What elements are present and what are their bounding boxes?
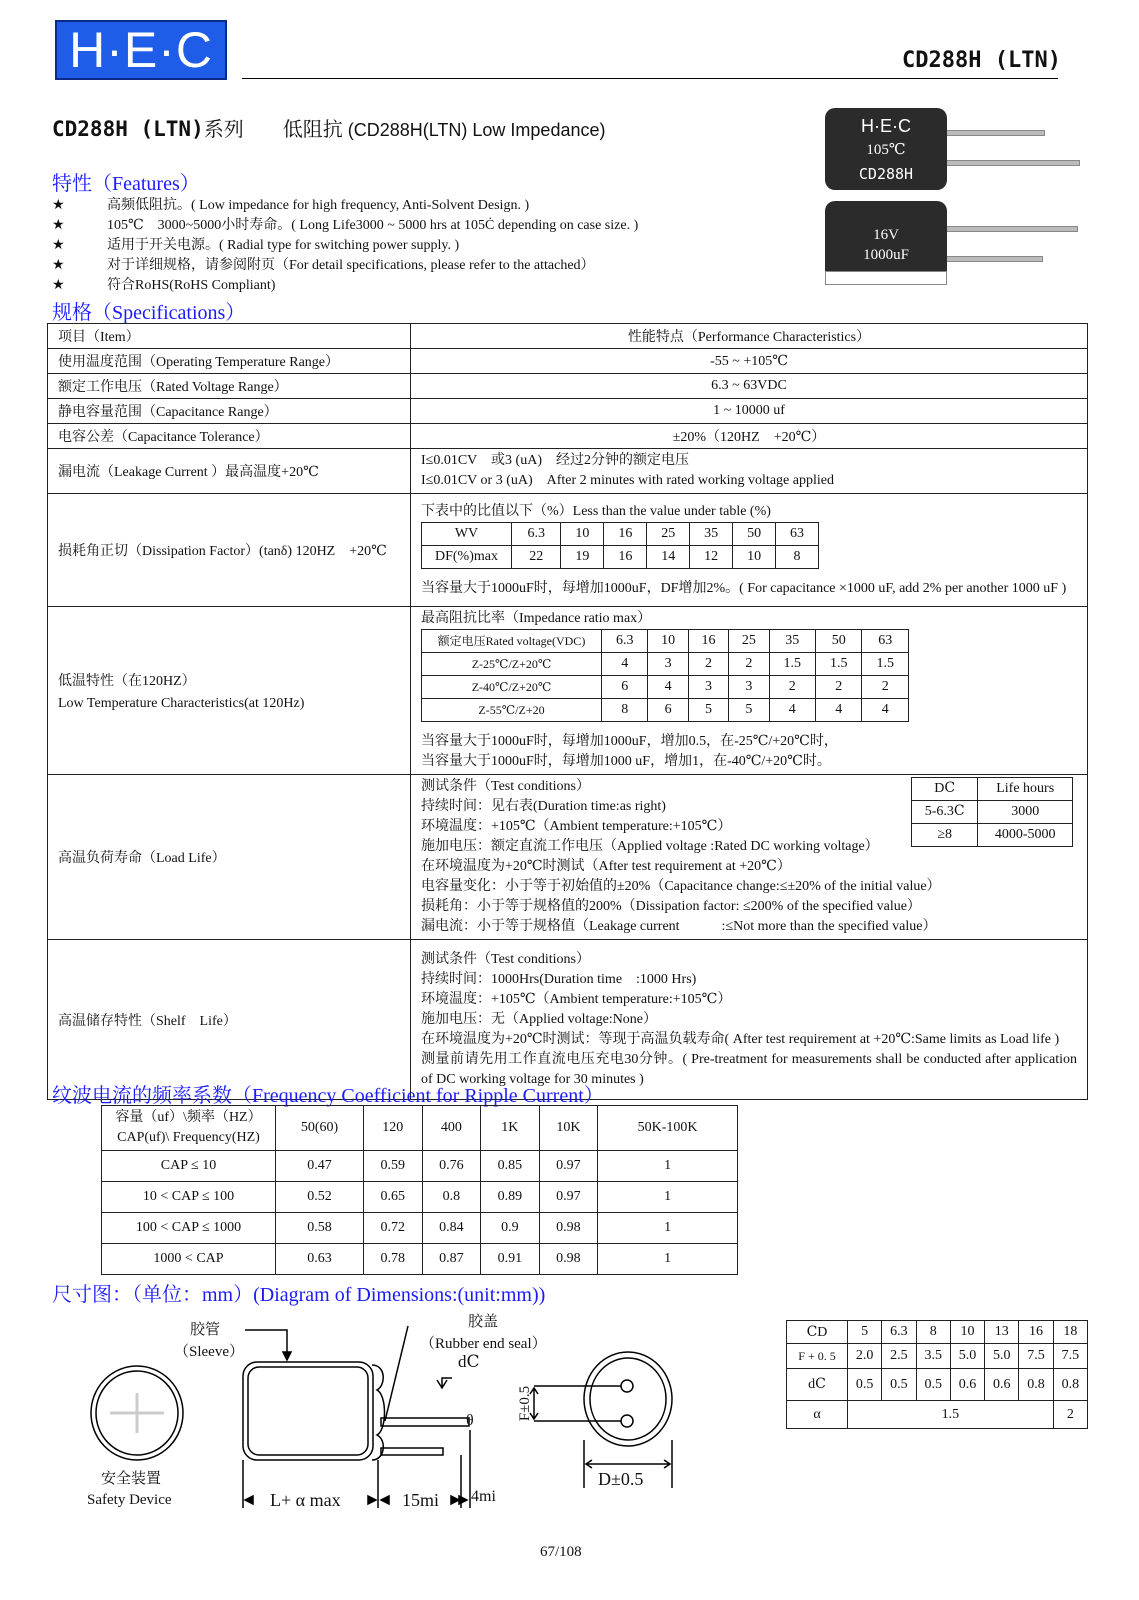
text: 测试条件（Test conditions） (421, 951, 590, 967)
table-cell: 14 (647, 545, 690, 568)
text: 容量（uf）\频率（HZ） (115, 1110, 262, 1125)
table-cell: 16 (1019, 1321, 1053, 1344)
table-cell: 22 (512, 545, 561, 568)
table-cell: 50 (816, 630, 862, 653)
text: 105℃ 3000~5000小时寿命。( Long Life3000 ~ 5000 hrs at 105Ċ depending on case size. ) (107, 218, 639, 233)
table-cell: 2 (729, 653, 769, 676)
table-cell: WV (422, 522, 512, 545)
table-cell: 3.5 (916, 1344, 950, 1369)
table-cell: 3000 (978, 801, 1073, 824)
table-cell: 高温储存特性（Shelf Life） (48, 940, 411, 1100)
table-cell: 19 (561, 545, 604, 568)
table-cell: 损耗角正切（Dissipation Factor）(tanδ) 120HZ +20℃ (48, 494, 411, 607)
table-cell: DⅭ (912, 778, 978, 801)
text: 环境温度：+105℃（Ambient temperature:+105℃） (421, 819, 732, 834)
table-cell: -55 ~ +105℃ (411, 349, 1088, 374)
table-cell: 4 (602, 653, 648, 676)
table-cell: 4 (816, 699, 862, 722)
table-cell: Z-40℃/Z+20℃ (422, 676, 602, 699)
table-row (787, 1321, 1088, 1344)
text: 持续时间：1000Hrs(Duration time :1000 Hrs) (421, 971, 697, 987)
text: 最高阻抗比率（Impedance ratio max） (421, 611, 652, 626)
table-cell: 1 (598, 1213, 738, 1244)
table-cell: 35 (690, 522, 733, 545)
text: 对于详细规格，请参阅附页（For detail specifications, please refer to the attached） (107, 258, 595, 273)
table-cell: Z-25℃/Z+20℃ (422, 653, 602, 676)
table-cell: 8 (916, 1321, 950, 1344)
table-cell: 10 < CAP ≤ 100 (102, 1182, 276, 1213)
table-cell: ⅭD (787, 1321, 848, 1344)
table-cell: ±20%（120HZ +20℃） (411, 424, 1088, 449)
table-cell: 0.5 (848, 1369, 882, 1401)
pitch-label: F±0.5 (517, 1385, 534, 1422)
text: 低温特性（在120HZ） (58, 673, 196, 689)
features-heading: 特性（Features） (52, 173, 200, 195)
sleeve-label-cn: 胶管 (190, 1322, 221, 1338)
text: 损耗角：小于等于规格值的200%（Dissipation factor: ≤200% of the specified value） (421, 899, 921, 914)
table-cell: 电容公差（Capacitance Tolerance） (48, 424, 411, 449)
table-cell: Z-55℃/Z+20 (422, 699, 602, 722)
table-cell: Life hours (978, 778, 1073, 801)
text: 下表中的比值以下（%）Less than the value under table (%) (421, 503, 771, 519)
table-cell: 0.85 (481, 1151, 540, 1182)
text: 当容量大于1000uF时，每增加1000uF，增加0.5，在-25℃/+20℃时， (421, 734, 838, 749)
text: 高频低阻抗。( Low impedance for high frequency, Anti-Solvent Design. ) (107, 198, 530, 213)
feature-item: ★ 高频低阻抗。( Low impedance for high frequency, Anti-Solvent Design. ) (52, 196, 638, 216)
table-cell: 5.0 (950, 1344, 984, 1369)
table-cell: 0.63 (276, 1244, 364, 1275)
dims-heading: 尺寸图：（单位：mm）(Diagram of Dimensions:(unit:mm)) (52, 1284, 546, 1306)
text: 漏电流：小于等于规格值（Leakage current :≤Not more than the specified value） (421, 919, 937, 934)
table-cell: 0.52 (276, 1182, 364, 1213)
table-cell: 0.84 (422, 1213, 481, 1244)
table-cell: 10 (950, 1321, 984, 1344)
table-cell: 63 (862, 630, 909, 653)
table-cell: 0.72 (364, 1213, 423, 1244)
table-cell: 100 < CAP ≤ 1000 (102, 1213, 276, 1244)
table-row (787, 1401, 1088, 1429)
table-cell: 0.8 (1053, 1369, 1087, 1401)
page-number: 67/108 (540, 1544, 582, 1560)
table-cell: 3 (688, 676, 728, 699)
feature-item: ★ 适用于开关电源。( Radial type for switching power supply. ) (52, 236, 638, 256)
spec-heading: 规格（Specifications） (52, 302, 246, 324)
lead-diameter-label: dⅭ (458, 1352, 480, 1371)
table-cell: 6 (602, 676, 648, 699)
table-cell: 6.3 ~ 63VDC (411, 374, 1088, 399)
text: 在环境温度为+20℃时测试：等现于高温负载寿命( After test requirement at +20℃:Same limits as Load life ) (421, 1031, 1060, 1047)
table-cell: 12 (690, 545, 733, 568)
table-cell: F + 0. 5 (787, 1344, 848, 1369)
table-cell: 0.59 (364, 1151, 423, 1182)
table-cell: 0.58 (276, 1213, 364, 1244)
table-cell: 2.5 (882, 1344, 916, 1369)
table-cell: 10 (648, 630, 688, 653)
table-cell: ≥8 (912, 824, 978, 847)
table-cell: 0.98 (539, 1213, 598, 1244)
table-cell: 0.89 (481, 1182, 540, 1213)
spec-head-perf: 性能特点（Performance Characteristics） (411, 324, 1088, 349)
text: I≤0.01CV 或3 (uA) 经过2分钟的额定电压 (421, 453, 689, 468)
cap-capacitance: 1000uF (863, 247, 909, 263)
table-cell: 2.0 (848, 1344, 882, 1369)
table-cell: 6.3 (602, 630, 648, 653)
text: 符合RoHS(RoHS Compliant) (107, 278, 276, 293)
table-cell: 25 (729, 630, 769, 653)
table-cell: 0.97 (539, 1182, 598, 1213)
table-cell: 0.91 (481, 1244, 540, 1275)
spec-head-item: 项目（Item） (48, 324, 411, 349)
ripple-heading: 纹波电流的频率系数（Frequency Coefficient for Ripple Current） (52, 1085, 604, 1107)
table-cell: 50(60) (276, 1106, 364, 1151)
table-cell: 2 (1053, 1401, 1087, 1429)
table-cell: 5 (688, 699, 728, 722)
table-cell: 5 (729, 699, 769, 722)
table-cell: 0.6 (950, 1369, 984, 1401)
table-cell: 7.5 (1019, 1344, 1053, 1369)
table-cell: 7.5 (1053, 1344, 1087, 1369)
table-cell: 4000-5000 (978, 824, 1073, 847)
feature-item: ★ 符合RoHS(RoHS Compliant) (52, 276, 638, 296)
table-cell: dⅭ (787, 1369, 848, 1401)
cap-brand: H·E·C (861, 116, 911, 136)
table-cell: 额定工作电压（Rated Voltage Range） (48, 374, 411, 399)
table-cell: 额定电压Rated voltage(VDC) (422, 630, 602, 653)
table-cell: 5.0 (985, 1344, 1019, 1369)
table-cell: 6.3 (512, 522, 561, 545)
table-cell: 0.6 (985, 1369, 1019, 1401)
table-cell: 8 (602, 699, 648, 722)
table-cell: 4 (862, 699, 909, 722)
table-cell: 2 (688, 653, 728, 676)
diameter-label: D±0.5 (598, 1469, 644, 1489)
sleeve-label-en: （Sleeve） (174, 1344, 244, 1360)
table-cell: 0.9 (481, 1213, 540, 1244)
cap-temp: 105℃ (866, 142, 906, 158)
table-cell: 4 (648, 676, 688, 699)
table-cell: 13 (985, 1321, 1019, 1344)
table-cell: 1 (598, 1244, 738, 1275)
cap-voltage: 16V (873, 227, 899, 243)
table-cell: 5-6.3Ⅽ (912, 801, 978, 824)
table-cell: α (787, 1401, 848, 1429)
table-cell: 3 (729, 676, 769, 699)
table-cell: 静电容量范围（Capacitance Range） (48, 399, 411, 424)
table-cell: DF(%)max (422, 545, 512, 568)
feature-item: ★ 105℃ 3000~5000小时寿命。( Long Life3000 ~ 5000 hrs at 105Ċ depending on case size. ) (52, 216, 638, 236)
table-cell: 400 (422, 1106, 481, 1151)
safety-label-cn: 安全装置 (101, 1471, 162, 1487)
table-cell: CAP ≤ 10 (102, 1151, 276, 1182)
text: 持续时间：见右表(Duration time:as right) (421, 799, 666, 814)
text: 环境温度：+105℃（Ambient temperature:+105℃） (421, 991, 732, 1007)
table-cell: 2 (862, 676, 909, 699)
table-cell: 1.5 (848, 1401, 1054, 1429)
table-cell: 6.3 (882, 1321, 916, 1344)
length-label: L+ α max (270, 1490, 341, 1510)
title-series: 系列 (203, 119, 244, 141)
feature-item: ★ 对于详细规格，请参阅附页（For detail specifications, please refer to the attached） (52, 256, 638, 276)
table-cell: 1.5 (769, 653, 815, 676)
text: 施加电压：无（Applied voltage:None） (421, 1011, 658, 1027)
table-cell: 1 (598, 1182, 738, 1213)
table-cell: 0.8 (1019, 1369, 1053, 1401)
lead-4-label: 4mi (471, 1488, 496, 1505)
text: CAP(uf)\ Frequency(HZ) (117, 1130, 260, 1145)
table-cell: 0.47 (276, 1151, 364, 1182)
table-cell: 0.76 (422, 1151, 481, 1182)
table-cell: 漏电流（Leakage Current ）最高温度+20℃ (48, 449, 411, 494)
table-cell: 3 (648, 653, 688, 676)
table-cell: 50K-100K (598, 1106, 738, 1151)
safety-label-en: Safety Device (87, 1492, 172, 1508)
table-cell: 0.98 (539, 1244, 598, 1275)
table-cell: 10 (733, 545, 776, 568)
text: 当容量大于1000uF时，每增加1000uF，DF增加2%。( For capacitance ×1000 uF, add 2% per another 1000 uF ) (421, 580, 1067, 596)
table-cell: 25 (647, 522, 690, 545)
text: 当容量大于1000uF时，每增加1000 uF，增加1，在-40℃/+20℃时。 (421, 754, 831, 769)
table-cell: 120 (364, 1106, 423, 1151)
table-cell: 16 (604, 522, 647, 545)
text: 在环境温度为+20℃时测试（After test requirement at +20℃） (421, 859, 791, 874)
table-cell: 18 (1053, 1321, 1087, 1344)
hec-logo: H·E·C (55, 20, 227, 80)
theta-label: θ (466, 1412, 474, 1429)
table-cell: 16 (688, 630, 728, 653)
table-cell: 0.5 (916, 1369, 950, 1401)
table-cell: 10K (539, 1106, 598, 1151)
table-cell: 8 (776, 545, 819, 568)
seal-label-en: （Rubber end seal） (420, 1336, 547, 1352)
table-cell: 1 ~ 10000 uf (411, 399, 1088, 424)
table-cell: 0.65 (364, 1182, 423, 1213)
cap-model: CD288H (858, 165, 914, 183)
dimension-table (786, 1320, 1088, 1429)
table-cell: 使用温度范围（Operating Temperature Range） (48, 349, 411, 374)
title-model: CD288H (LTN) (52, 117, 204, 141)
table-cell: 1000 < CAP (102, 1244, 276, 1275)
table-cell: 0.5 (882, 1369, 916, 1401)
title-cn: 低阻抗 (282, 119, 343, 141)
text: 测量前请先用工作直流电压充电30分钟。( Pre-treatment for measurements shall be conducted after application of DC working voltage for 30 minutes ) (421, 1051, 1077, 1087)
table-cell: 0.8 (422, 1182, 481, 1213)
table-cell: 0.97 (539, 1151, 598, 1182)
table-cell: 1K (481, 1106, 540, 1151)
text: 适用于开关电源。( Radial type for switching power supply. ) (107, 238, 460, 253)
table-cell: 2 (816, 676, 862, 699)
table-cell: 50 (733, 522, 776, 545)
table-cell: 高温负荷寿命（Load Life） (48, 775, 411, 940)
table-cell: 5 (848, 1321, 882, 1344)
table-cell: 0.87 (422, 1244, 481, 1275)
table-cell: 10 (561, 522, 604, 545)
text: I≤0.01CV or 3 (uA) After 2 minutes with rated working voltage applied (421, 473, 834, 488)
table-cell: 63 (776, 522, 819, 545)
text: 电容量变化：小于等于初始值的±20%（Capacitance change:≤±20% of the initial value） (421, 879, 941, 894)
title-en: (CD288H(LTN) Low Impedance) (347, 120, 606, 140)
table-cell: 1.5 (816, 653, 862, 676)
table-cell: 2 (769, 676, 815, 699)
table-cell: 6 (648, 699, 688, 722)
header-model: CD288H (LTN) (902, 48, 1061, 73)
text: 施加电压：额定直流工作电压（Applied voltage :Rated DC working voltage） (421, 839, 879, 854)
table-cell: 16 (604, 545, 647, 568)
table-cell: 1.5 (862, 653, 909, 676)
table-row (787, 1344, 1088, 1369)
table-row (787, 1369, 1088, 1401)
table-cell: 1 (598, 1151, 738, 1182)
table-cell: 35 (769, 630, 815, 653)
seal-label-cn: 胶盖 (468, 1314, 499, 1330)
text: Low Temperature Characteristics(at 120Hz) (58, 695, 305, 711)
table-cell: 0.78 (364, 1244, 423, 1275)
table-cell: 4 (769, 699, 815, 722)
text: 测试条件（Test conditions） (421, 779, 590, 794)
lead-15-label: 15mi (402, 1490, 440, 1510)
